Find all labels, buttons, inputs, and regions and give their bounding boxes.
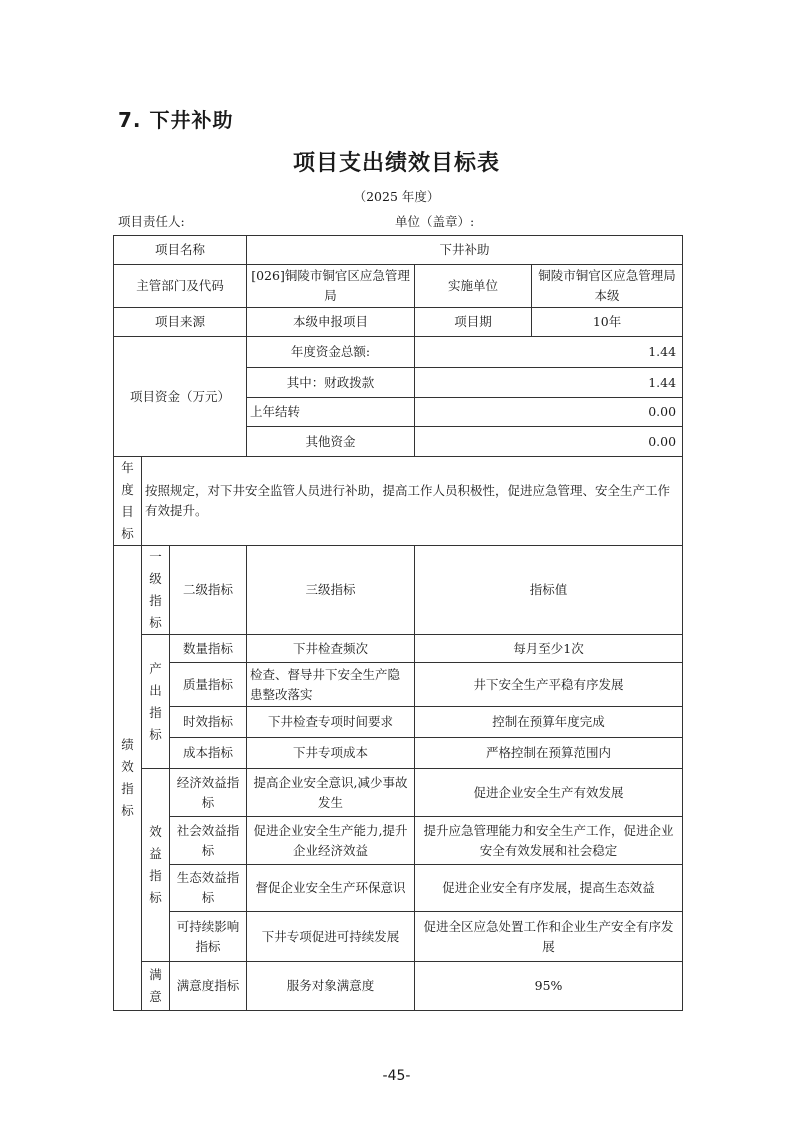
dept-label: 主管部门及代码 bbox=[114, 265, 247, 308]
header-value: 指标值 bbox=[415, 546, 683, 635]
table-row bbox=[114, 912, 683, 962]
level2-cell: 可持续影响指标 bbox=[170, 912, 247, 962]
header-level1: 一级指标 bbox=[142, 546, 170, 635]
value-cell: 提升应急管理能力和安全生产工作，促进企业安全有效发展和社会稳定 bbox=[415, 817, 683, 865]
project-name-label: 项目名称 bbox=[114, 236, 247, 265]
funds-row-label: 其他资金 bbox=[247, 427, 415, 457]
level2-cell: 生态效益指标 bbox=[170, 865, 247, 912]
page-number: -45- bbox=[382, 1068, 411, 1084]
level3-cell: 检查、督导井下安全生产隐患整改落实 bbox=[247, 663, 415, 707]
header-level2: 二级指标 bbox=[170, 546, 247, 635]
table-row bbox=[114, 707, 683, 738]
source-label: 项目来源 bbox=[114, 308, 247, 337]
table-row bbox=[114, 546, 683, 635]
table-row bbox=[114, 769, 683, 817]
level3-cell: 下井专项促进可持续发展 bbox=[247, 912, 415, 962]
period-label: 项目期 bbox=[415, 308, 532, 337]
table-row bbox=[114, 337, 683, 368]
project-name-value: 下井补助 bbox=[247, 236, 683, 265]
value-cell: 促进企业安全生产有效发展 bbox=[415, 769, 683, 817]
value-cell: 促进企业安全有序发展，提高生态效益 bbox=[415, 865, 683, 912]
funds-row-value: 1.44 bbox=[415, 368, 683, 398]
table-row bbox=[114, 457, 683, 546]
table-row bbox=[114, 236, 683, 265]
level2-cell: 成本指标 bbox=[170, 738, 247, 769]
dept-value: [026]铜陵市铜官区应急管理局 bbox=[247, 265, 415, 308]
responsible-person-label: 项目责任人: bbox=[118, 214, 185, 229]
table-row bbox=[114, 663, 683, 707]
level1-benefit: 效益指标 bbox=[142, 769, 170, 962]
value-cell: 促进全区应急处置工作和企业生产安全有序发展 bbox=[415, 912, 683, 962]
level3-cell: 服务对象满意度 bbox=[247, 962, 415, 1011]
value-cell: 井下安全生产平稳有序发展 bbox=[415, 663, 683, 707]
table-row bbox=[114, 865, 683, 912]
value-cell: 95% bbox=[415, 962, 683, 1011]
performance-label: 绩效指标 bbox=[114, 546, 142, 1011]
table-row bbox=[114, 308, 683, 337]
source-value: 本级申报项目 bbox=[247, 308, 415, 337]
funds-row-value: 0.00 bbox=[415, 427, 683, 457]
annual-goal-label: 年度目标 bbox=[114, 457, 142, 546]
funds-row-value: 1.44 bbox=[415, 337, 683, 368]
table-row bbox=[114, 817, 683, 865]
performance-target-table bbox=[113, 235, 683, 1011]
header-level3: 三级指标 bbox=[247, 546, 415, 635]
impl-unit-value: 铜陵市铜官区应急管理局本级 bbox=[532, 265, 683, 308]
level2-cell: 时效指标 bbox=[170, 707, 247, 738]
level3-cell: 下井检查专项时间要求 bbox=[247, 707, 415, 738]
level3-cell: 下井检查频次 bbox=[247, 635, 415, 663]
funds-row-label: 上年结转 bbox=[247, 398, 415, 427]
level2-cell: 社会效益指标 bbox=[170, 817, 247, 865]
value-cell: 严格控制在预算范围内 bbox=[415, 738, 683, 769]
value-cell: 控制在预算年度完成 bbox=[415, 707, 683, 738]
funds-label: 项目资金（万元） bbox=[114, 337, 247, 457]
document-year: （2025 年度） bbox=[353, 189, 440, 204]
table-row bbox=[114, 635, 683, 663]
period-value: 10年 bbox=[532, 308, 683, 337]
funds-row-label: 其中：财政拨款 bbox=[247, 368, 415, 398]
level1-output: 产出指标 bbox=[142, 635, 170, 769]
section-heading: 7. 下井补助 bbox=[118, 108, 234, 132]
funds-row-label: 年度资金总额: bbox=[247, 337, 415, 368]
level1-satisfaction: 满意 bbox=[142, 962, 170, 1011]
level3-cell: 提高企业安全意识,减少事故发生 bbox=[247, 769, 415, 817]
table-row bbox=[114, 738, 683, 769]
level3-cell: 促进企业安全生产能力,提升企业经济效益 bbox=[247, 817, 415, 865]
unit-seal-label: 单位（盖章）: bbox=[395, 214, 475, 229]
table-row bbox=[114, 265, 683, 308]
impl-unit-label: 实施单位 bbox=[415, 265, 532, 308]
level2-cell: 满意度指标 bbox=[170, 962, 247, 1011]
level3-cell: 下井专项成本 bbox=[247, 738, 415, 769]
document-title: 项目支出绩效目标表 bbox=[292, 151, 500, 176]
funds-row-value: 0.00 bbox=[415, 398, 683, 427]
table-row bbox=[114, 962, 683, 1011]
level2-cell: 经济效益指标 bbox=[170, 769, 247, 817]
level2-cell: 数量指标 bbox=[170, 635, 247, 663]
value-cell: 每月至少1次 bbox=[415, 635, 683, 663]
level2-cell: 质量指标 bbox=[170, 663, 247, 707]
level3-cell: 督促企业安全生产环保意识 bbox=[247, 865, 415, 912]
annual-goal-text: 按照规定，对下井安全监管人员进行补助，提高工作人员积极性，促进应急管理、安全生产工作有效提升。 bbox=[142, 457, 683, 546]
